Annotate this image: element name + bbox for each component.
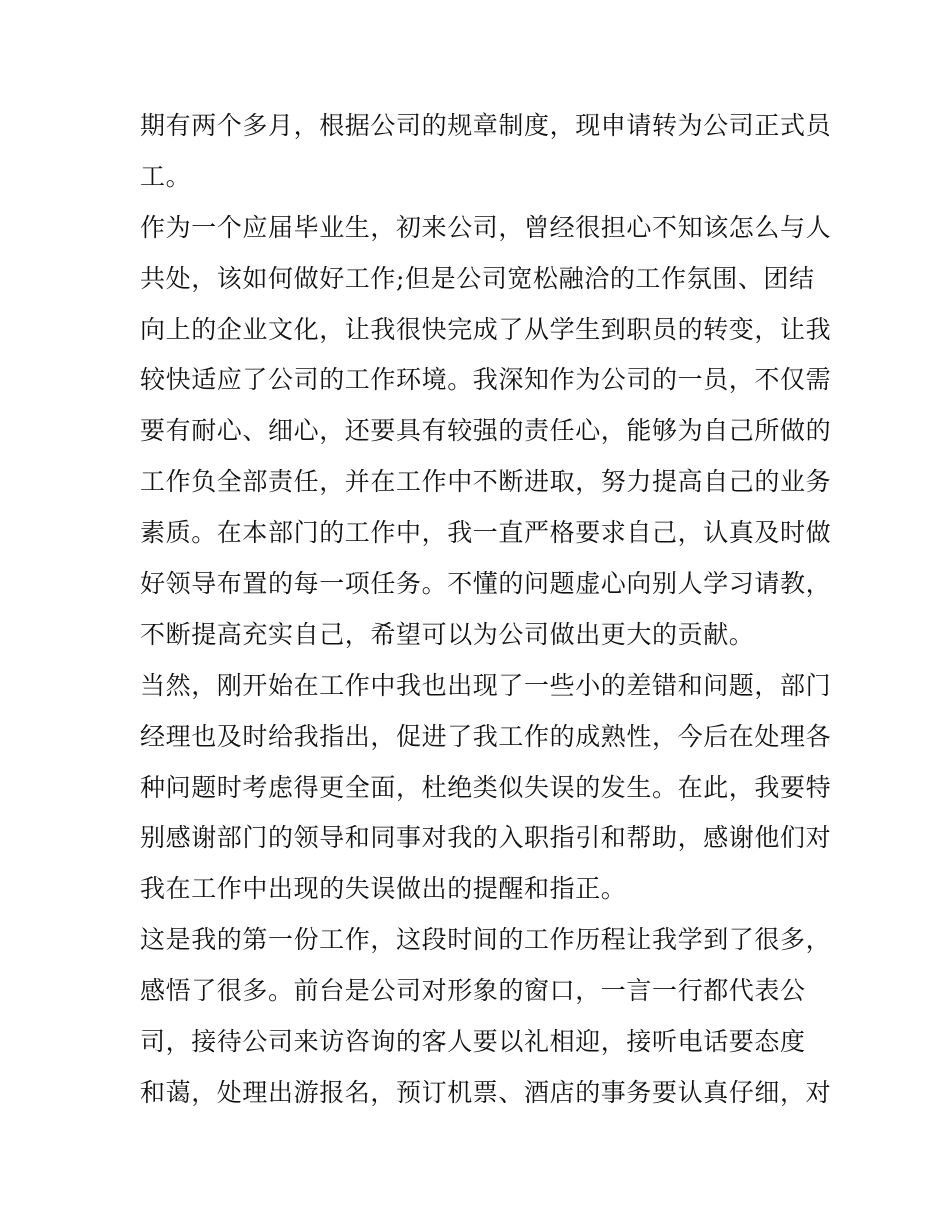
text-line: 和蔼，处理出游报名，预订机票、酒店的事务要认真仔细，对 — [140, 1077, 832, 1107]
text-line: 好领导布置的每一项任务。不懂的问题虚心向别人学习请教， — [140, 569, 832, 599]
text-line: 当然，刚开始在工作中我也出现了一些小的差错和问题，部门 — [140, 670, 832, 700]
text-line: 经理也及时给我指出，促进了我工作的成熟性，今后在处理各 — [140, 721, 832, 751]
text-line: 别感谢部门的领导和同事对我的入职指引和帮助，感谢他们对 — [140, 823, 832, 853]
text-line: 感悟了很多。前台是公司对形象的窗口，一言一行都代表公 — [140, 976, 806, 1006]
text-line: 作为一个应届毕业生，初来公司，曾经很担心不知该怎么与人 — [140, 212, 832, 242]
body-text — [140, 101, 832, 1119]
text-line: 不断提高充实自己，希望可以为公司做出更大的贡献。 — [140, 619, 755, 649]
text-line: 工。 — [140, 161, 192, 191]
text-line: 素质。在本部门的工作中，我一直严格要求自己，认真及时做 — [140, 518, 832, 548]
text-line: 工作负全部责任，并在工作中不断进取，努力提高自己的业务 — [140, 467, 832, 497]
text-line: 向上的企业文化，让我很快完成了从学生到职员的转变，让我 — [140, 314, 832, 344]
text-line: 较快适应了公司的工作环境。我深知作为公司的一员，不仅需 — [140, 365, 832, 395]
text-line: 要有耐心、细心，还要具有较强的责任心，能够为自己所做的 — [140, 416, 832, 446]
text-line: 共处，该如何做好工作;但是公司宽松融洽的工作氛围、团结 — [140, 263, 815, 293]
text-line: 种问题时考虑得更全面，杜绝类似失误的发生。在此，我要特 — [140, 772, 832, 802]
text-line: 我在工作中出现的失误做出的提醒和指正。 — [140, 874, 627, 904]
text-line: 司，接待公司来访咨询的客人要以礼相迎，接听电话要态度 — [140, 1027, 806, 1057]
text-line: 期有两个多月，根据公司的规章制度，现申请转为公司正式员 — [140, 111, 832, 140]
text-line: 这是我的第一份工作，这段时间的工作历程让我学到了很多， — [140, 925, 832, 955]
